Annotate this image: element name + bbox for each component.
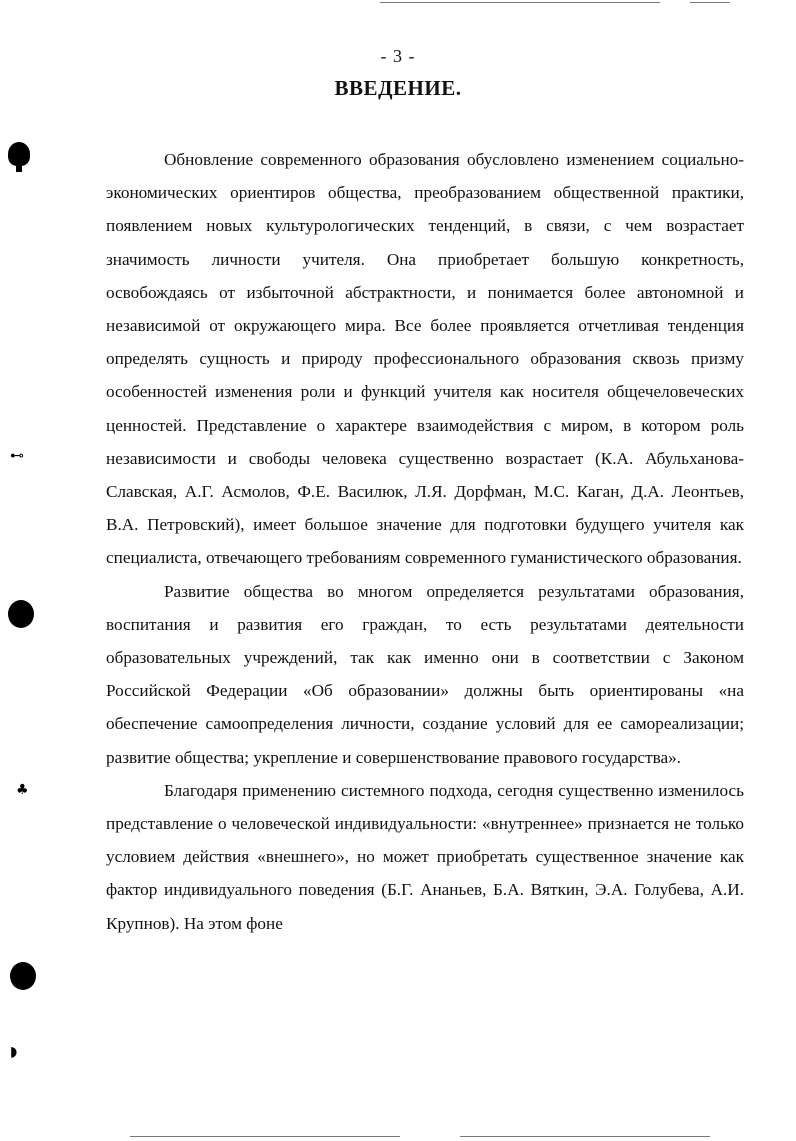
- scan-speck-mark: ⊷: [10, 448, 24, 464]
- scan-speck-mark: ♣: [16, 782, 29, 798]
- scan-speck-mark: ◗: [10, 1044, 18, 1060]
- scan-bottom-rule-right: [460, 1136, 710, 1137]
- paragraph: Развитие общества во многом определяется результатами образования, воспитания и развития его граждан, то есть результатами деятельности образовательных учреждений, так как именно они в соответствии с Законом Российской Федерации «Об образовании» должны быть ориентированы «на обеспечение самоопределения личности, создание условий для ее самореализации; развитие общества; укрепление и совершенствование правового государства».: [106, 581, 744, 767]
- binder-hole-tail: [16, 160, 22, 172]
- paragraph: Обновление современного образования обусловлено изменением социально-экономических ориентиров общества, преобразованием общественной практики, появлением новых культурологических тенденций, в связи, с чем возрастает значимость личности учителя. Она приобретает большую конкретность, освобождаясь от избыточной абстрактности, и понимается более автономной и независимой от окружающего мира. Все более проявляется отчетливая тенденция определять сущность и природу профессионального образования сквозь призму особенностей изменения роли и функций учителя как носителя общечеловеческих ценностей. Представление о характере взаимодействия с миром, в котором роль независимости и свободы человека существенно возрастает (К.А. Абульханова-Славская, А.Г. Асмолов, Ф.Е. Василюк, Л.Я. Дорфман, М.С. Каган, Д.А. Леонтьев, В.А. Петровский), имеет большое значение для подготовки будущего учителя как специалиста, отвечающего требованиям современного гуманистического образования.: [106, 150, 744, 568]
- binder-hole-mark: [8, 600, 34, 628]
- page-title: ВВЕДЕНИЕ.: [334, 76, 462, 100]
- binder-hole-mark: [10, 962, 36, 990]
- scan-top-rule: [380, 2, 660, 3]
- scan-top-rule-short: [690, 2, 730, 3]
- page-number: - 3 -: [380, 46, 416, 66]
- scan-bottom-rule: [130, 1136, 400, 1137]
- paragraph: Благодаря применению системного подхода, сегодня существенно изменилось представление о человеческой индивидуальности: «внутреннее» признается не только условием действия «внешнего», но может приобретать существенное значение как фактор индивидуального поведения (Б.Г. Ананьев, Б.А. Вяткин, Э.А. Голубева, А.И. Крупнов). На этом фоне: [106, 780, 744, 933]
- body-text: [106, 143, 744, 940]
